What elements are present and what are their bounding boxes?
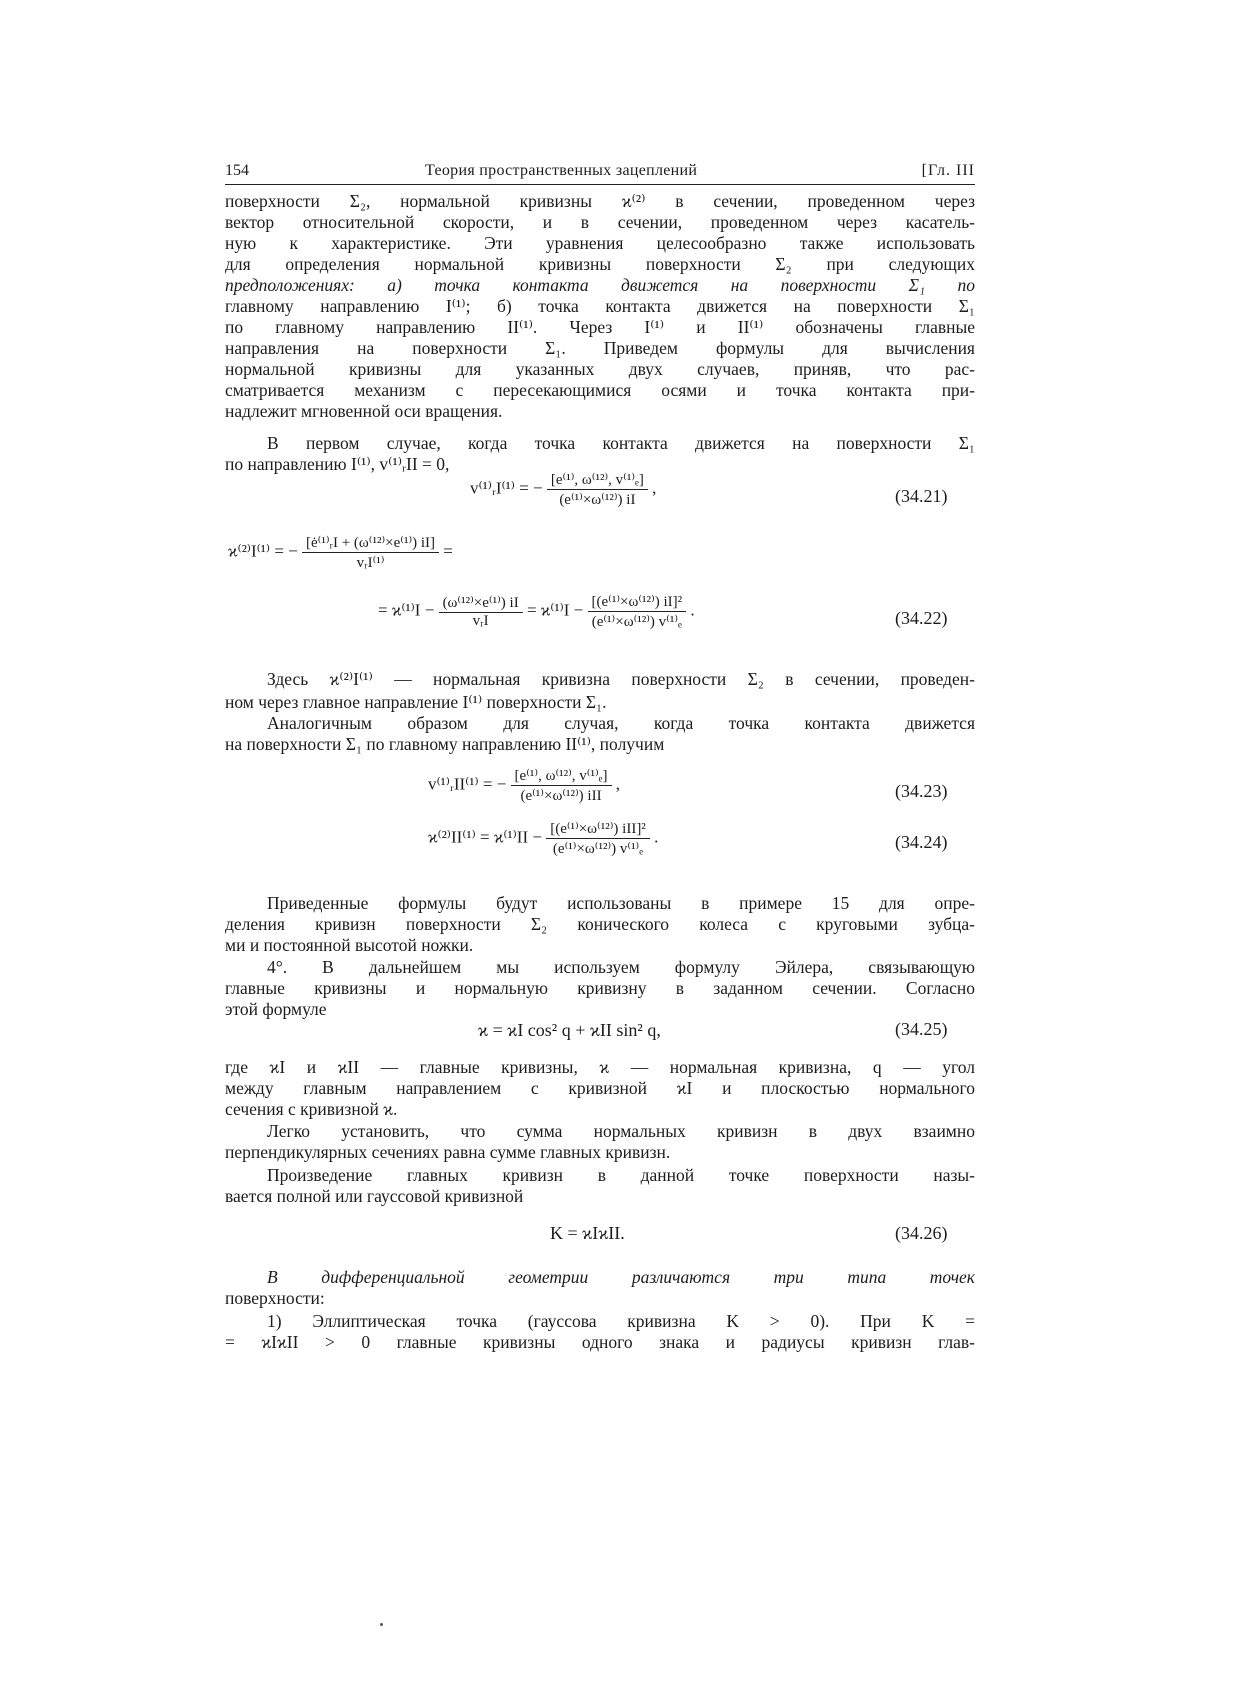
numerator: [e⁽¹⁾, ω⁽¹²⁾, v⁽¹⁾ₑ] [511, 766, 612, 786]
numerator: [(e⁽¹⁾×ω⁽¹²⁾) iI]² [588, 592, 687, 612]
text-line: сматривается механизм с пересекающимися осями и точка контакта при- [225, 380, 975, 400]
text-line: В первом случае, когда точка контакта движется на поверхности Σ₁ [267, 433, 975, 453]
text-line: направления на поверхности Σ₁. Приведем формулы для вычисления [225, 338, 975, 358]
text-line: сечения с кривизной ϰ. [225, 1099, 398, 1119]
text-line: перпендикулярных сечениях равна сумме главных кривизн. [225, 1142, 671, 1162]
numerator: [e⁽¹⁾, ω⁽¹²⁾, v⁽¹⁾ₑ] [547, 470, 648, 490]
text-line: В дифференциальной геометрии различаются три типа точек [267, 1267, 975, 1287]
denominator: vᵣI [472, 613, 489, 629]
text-line: Произведение главных кривизн в данной точке поверхности назы- [267, 1165, 975, 1185]
text-line: поверхности Σ₂, нормальной кривизны ϰ⁽²⁾ в сечении, проведенном через [225, 191, 975, 211]
text-line: для определения нормальной кривизны поверхности Σ₂ при следующих [225, 254, 975, 274]
equation-34-26: K = ϰIϰII. [550, 1223, 625, 1243]
text-line: по главному направлению II⁽¹⁾. Через I⁽¹⁾ и II⁽¹⁾ обозначены главные [225, 317, 975, 337]
text-line: = ϰIϰII > 0 главные кривизны одного знака и радиусы кривизн глав- [225, 1332, 975, 1352]
equation-number: (34.25) [895, 1019, 948, 1039]
running-title: Теория пространственных зацеплений [425, 162, 698, 179]
equation-punct: . [654, 827, 659, 847]
numerator: [(e⁽¹⁾×ω⁽¹²⁾) iII]² [546, 819, 650, 839]
denominator: vᵣI⁽¹⁾ [356, 555, 385, 571]
text-line: главному направлению I⁽¹⁾; б) точка контакта движется на поверхности Σ₁ [225, 296, 975, 316]
text-line: Легко установить, что сумма нормальных кривизн в двух взаимно [267, 1121, 975, 1141]
fraction [511, 766, 612, 805]
numerator: [ė⁽¹⁾ᵣI + (ω⁽¹²⁾×e⁽¹⁾) iI] [302, 533, 439, 553]
text-line: вектор относительной скорости, и в сечении, проведенном через касатель- [225, 212, 975, 232]
fraction [302, 533, 439, 572]
text-line: Аналогичным образом для случая, когда точка контакта движется [267, 713, 975, 733]
equation-34-22-line2 [378, 592, 695, 631]
equation-lhs: v⁽¹⁾ᵣII⁽¹⁾ = − [428, 774, 507, 794]
denominator: (e⁽¹⁾×ω⁽¹²⁾) v⁽¹⁾ₑ [591, 614, 682, 630]
denominator: (e⁽¹⁾×ω⁽¹²⁾) v⁽¹⁾ₑ [552, 841, 644, 857]
text-line: вается полной или гауссовой кривизной [225, 1186, 524, 1206]
fraction [547, 470, 648, 509]
equation-term: = ϰ⁽¹⁾I − [378, 600, 435, 620]
text-line: предположениях: а) точка контакта движется на поверхности Σ₁ по [225, 275, 975, 295]
denominator: (e⁽¹⁾×ω⁽¹²⁾) iI [559, 492, 636, 508]
equation-34-23 [428, 766, 620, 805]
text-line: на поверхности Σ₁ по главному направлению II⁽¹⁾, получим [225, 734, 665, 754]
scan-speck [380, 1623, 383, 1626]
text-line: 1) Эллиптическая точка (гауссова кривизна K > 0). При K = [267, 1311, 975, 1331]
page-number: 154 [225, 162, 249, 179]
equation-lhs: ϰ⁽²⁾II⁽¹⁾ = ϰ⁽¹⁾II − [428, 827, 542, 847]
fraction [588, 592, 687, 631]
text-line: поверхности: [225, 1288, 325, 1308]
denominator: (e⁽¹⁾×ω⁽¹²⁾) iII [520, 788, 602, 804]
text-line: между главным направлением с кривизной ϰI и плоскостью нормального [225, 1078, 975, 1098]
text-line: где ϰI и ϰII — главные кривизны, ϰ — нормальная кривизна, q — угол [225, 1057, 975, 1077]
equation-punct: , [615, 774, 621, 794]
equation-34-21 [470, 470, 656, 509]
text-line: деления кривизн поверхности Σ₂ конического колеса с круговыми зубца- [225, 914, 975, 934]
text-line: ную к характеристике. Эти уравнения целесообразно также использовать [225, 233, 975, 253]
equation-number: (34.24) [895, 832, 948, 852]
equation-lhs: ϰ⁽²⁾I⁽¹⁾ = − [228, 541, 298, 561]
text-line: надлежит мгновенной оси вращения. [225, 401, 503, 421]
fraction [439, 593, 523, 630]
equation-punct: , [652, 478, 657, 498]
equation-number: (34.26) [895, 1223, 948, 1243]
numerator: (ω⁽¹²⁾×e⁽¹⁾) iI [439, 593, 523, 613]
equation-number: (34.22) [895, 608, 948, 628]
equation-number: (34.23) [895, 781, 948, 801]
equation-34-22-line1 [228, 533, 453, 572]
text-line: Приведенные формулы будут использованы в примере 15 для опре- [267, 893, 975, 913]
text-line: главные кривизны и нормальную кривизну в заданном сечении. Согласно [225, 978, 975, 998]
running-header [225, 158, 975, 185]
text-line: ном через главное направление I⁽¹⁾ поверхности Σ₁. [225, 692, 607, 712]
equation-34-24 [428, 819, 658, 858]
text-line: по направлению I⁽¹⁾, v⁽¹⁾ᵣII = 0, [225, 454, 450, 474]
fraction [546, 819, 650, 858]
equals-sign: = [443, 541, 453, 561]
equation-number: (34.21) [895, 486, 948, 506]
chapter-label: [Гл. III [921, 162, 975, 179]
equation-punct: . [690, 600, 695, 620]
text-line: ми и постоянной высотой ножки. [225, 935, 474, 955]
text-line: Здесь ϰ⁽²⁾I⁽¹⁾ — нормальная кривизна поверхности Σ₂ в сечении, проведен- [267, 669, 975, 689]
equation-34-25: ϰ = ϰI cos² q + ϰII sin² q, [478, 1020, 661, 1040]
text-line: этой формуле [225, 999, 327, 1019]
equation-term: = ϰ⁽¹⁾I − [526, 600, 584, 620]
equation-lhs: v⁽¹⁾ᵣI⁽¹⁾ = − [470, 478, 543, 498]
text-line: нормальной кривизны для указанных двух случаев, приняв, что рас- [225, 359, 975, 379]
text-line: 4°. В дальнейшем мы используем формулу Эйлера, связывающую [267, 957, 975, 977]
